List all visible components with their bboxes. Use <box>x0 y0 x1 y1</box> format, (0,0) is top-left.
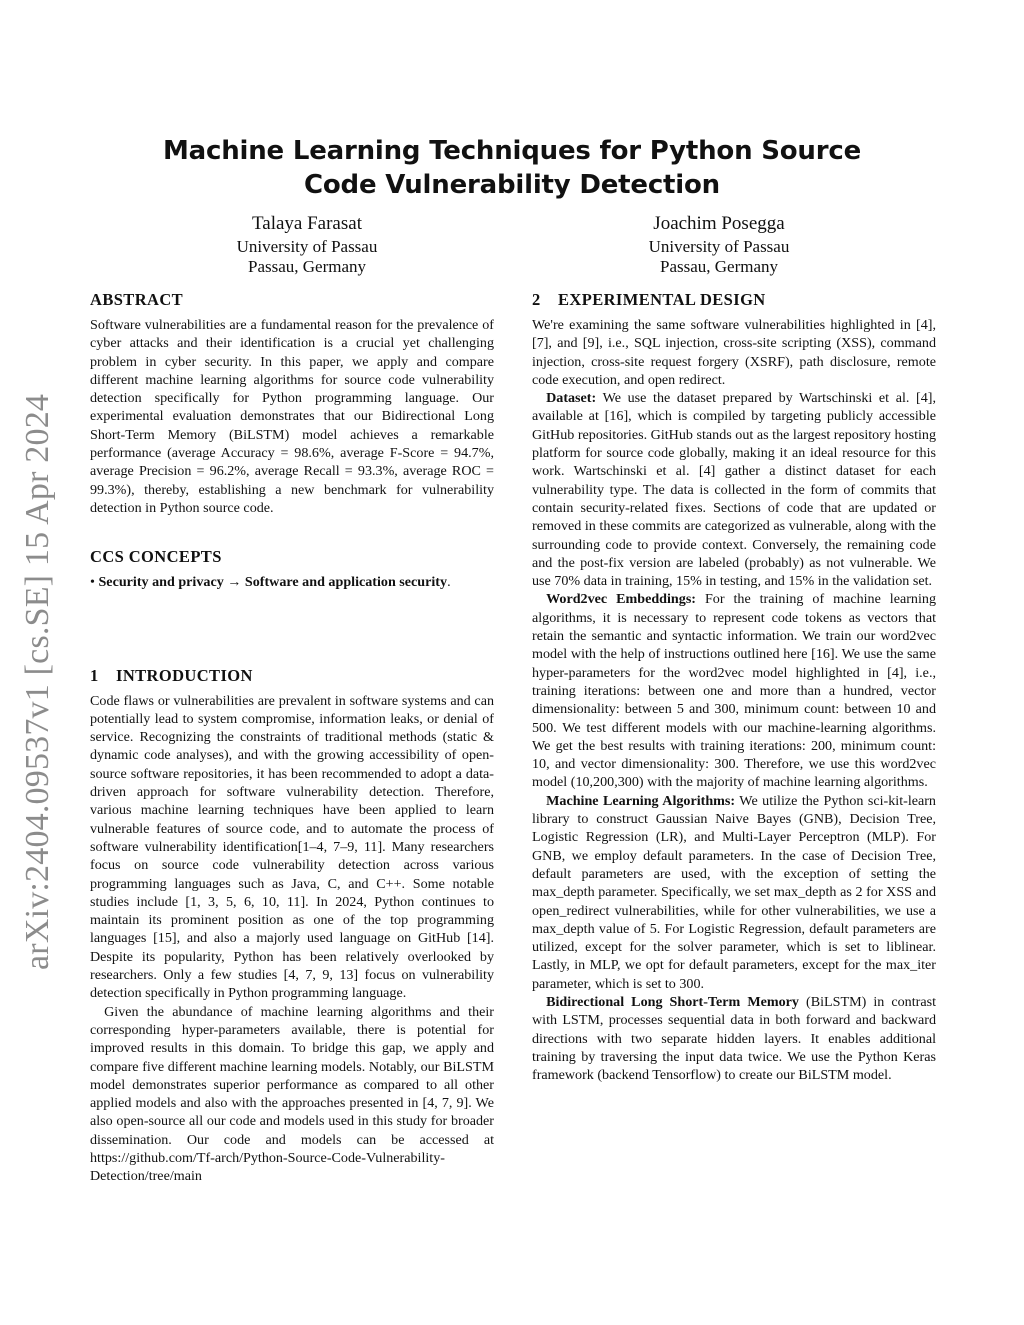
author-block <box>569 214 869 277</box>
section-number: 1 <box>90 665 99 685</box>
section-title: EXPERIMENTAL DESIGN <box>558 290 766 309</box>
author-affiliation: University of Passau <box>236 237 378 256</box>
dataset-label: Dataset: <box>546 390 597 407</box>
abstract-text: Software vulnerabilities are a fundamental reason for the prevalence of cyber attacks and their identification is a crucial yet challenging problem in cyber security. In this paper, we apply and compare different machine learning algorithms for source code vulnerability detection specifically for Python programming language. Our experimental evaluation demonstrates that our Bidirectional Long Short-Term Memory (BiLSTM) model achieves a remarkable performance (average Accuracy = 98.6%, average F-Score = 94.7%, average Precision = 96.2%, average Recall = 93.3%, average ROC = 99.3%), thereby, establishing a new benchmark for vulnerability detection in Python source code. <box>90 317 494 516</box>
author-location: Passau, Germany <box>659 257 779 276</box>
ccs-concepts-line <box>90 573 494 591</box>
ccs-term-security: Security and privacy <box>98 574 224 591</box>
left-column <box>90 290 494 1186</box>
arrow-right-icon: → <box>227 574 242 591</box>
bilstm-paragraph <box>532 993 936 1084</box>
ccs-heading: CCS CONCEPTS <box>90 547 222 567</box>
word2vec-text: For the training of machine learning algorithms, it is necessary to represent code tokens as vectors that retain the semantic and syntactic information. We train our word2vec model with the help of instructions outlined here [16]. We use the same hyper-parameters for the word2vec model highlighted in [4], i.e., training iterations: between one and more than a hundred, vector dimensionality: between 5 and 300, minimum count: between 10 and 500. We test different models with our machine-learning algorithms. We get the best results with training iterations: 200, minimum count: 10, and vector dimensionality: 300. Therefore, we use this word2vec model (10,200,300) with the majority of machine learning algorithms. <box>532 591 936 791</box>
right-column <box>532 290 936 1084</box>
ml-algorithms-label: Machine Learning Algorithms: <box>546 792 736 809</box>
author-block <box>157 214 457 277</box>
author-name: Joachim Posegga <box>653 213 785 234</box>
ml-algorithms-paragraph <box>532 792 936 993</box>
ml-algorithms-text: We utilize the Python sci-kit-learn library to construct Gaussian Naive Bayes (GNB), Decision Tree, Logistic Regression (LR), and Multi-Layer Perceptron (MLP). For GNB, we employ default parameters. In the case of Decision Tree, default parameters are used, with the exception of setting the max_depth parameter. Specifically, we set max_depth as 2 for XSS and open_redirect vulnerabilities, while for other vulnerabilities, we use a max_depth value of 5. For Logistic Regression, default parameters are utilized, except for the solver parameter, which is set to liblinear. Lastly, in MLP, we opt for default parameters, except for the max_iter parameter, which is set to 300. <box>532 792 936 992</box>
ccs-period: . <box>447 574 451 591</box>
abstract-heading: ABSTRACT <box>90 290 184 309</box>
bilstm-label: Bidirectional Long Short-Term Memory <box>546 993 799 1010</box>
dataset-paragraph <box>532 389 936 590</box>
bilstm-text: (BiLSTM) in contrast with LSTM, processes sequential data in both forward and backward directions with two separate hidden layers. It enables additional training by traversing the input data twice. We use the Python Keras framework (backend Tensorflow) to create our BiLSTM model. <box>532 993 936 1084</box>
introduction-heading <box>90 666 494 686</box>
bullet-glyph: • <box>90 574 95 591</box>
section-number: 2 <box>532 290 541 309</box>
author-name: Talaya Farasat <box>252 213 362 234</box>
experimental-heading <box>532 290 936 310</box>
experimental-intro: We're examining the same software vulnerabilities highlighted in [4], [7], and [9], i.e., SQL injection, cross-site scripting (XSS), command injection, cross-site request forgery (XSRF), path disclosure, remote code execution, and open redirect. <box>532 317 936 388</box>
arxiv-side-stamp: arXiv:2404.09537v1 [cs.SE] 15 Apr 2024 <box>19 393 56 970</box>
section-title: INTRODUCTION <box>116 665 253 685</box>
introduction-paragraph-2: Given the abundance of machine learning algorithms and their corresponding hyper-parameters available, there is potential for improved results in this domain. To bridge this gap, we apply and compare five different machine learning models. Notably, our BiLSTM model demonstrates superior performance as compared to all other applied models and also with the approaches presented in [4, 7, 9]. We also open-source all our code and models used in this study for broader dissemination. Our code and models can be accessed at https://github.com/Tf-arch/Python-Source-Code-Vulnerability-Detection/tree/main <box>90 1003 494 1185</box>
author-location: Passau, Germany <box>247 257 367 276</box>
introduction-paragraph-1: Code flaws or vulnerabilities are prevalent in software systems and can potentially lead to system compromise, information leaks, or denial of service. Recognizing the constraints of traditional methods (static & dynamic code analyses), and with the growing accessibility of open-source software repositories, it has been recommended to adopt a data-driven approach for software vulnerability detection. Therefore, various machine learning techniques have been applied to learn vulnerable features of source code, and to automate the process of software vulnerability identification[1–4, 7–9, 11]. Many researchers focus on source code vulnerability detection across various programming languages such as Java, C, and C++. Some notable studies include [1, 3, 5, 6, 10, 11]. In 2024, Python continues to maintain its prominent position as one of the top programming languages [15], and also a majorly used language on GitHub [14]. Despite its popularity, Python has been relatively overlooked by researchers. Only a few studies [4, 7, 9, 13] focus on vulnerability detection specifically in Python programming language. <box>90 692 494 1002</box>
ccs-term-software: Software and application security <box>244 574 448 591</box>
word2vec-paragraph <box>532 590 936 791</box>
word2vec-label: Word2vec Embeddings: <box>546 591 696 608</box>
dataset-text: We use the dataset prepared by Wartschinski et al. [4], available at [16], which is compiled by targeting publicly accessible GitHub repositories. GitHub stands out as the largest repository hosting platform for source code globally, making it an ideal resource for this work. Wartschinski et al. [4] gather a distinct dataset for each vulnerability type. The data is collected in the form of commits that contain security-related fixes. Sections of code that are updated or removed in these commits are categorized as vulnerable, along with the surrounding code to provide context. Conversely, the remaining code and the post-fix version are labeled (probably) as not vulnerable. We use 70% data in training, 15% in testing, and 15% in the validation set. <box>532 390 936 590</box>
paper-title: Machine Learning Techniques for Python Source Code Vulnerability Detection <box>162 136 861 200</box>
author-affiliation: University of Passau <box>648 237 790 256</box>
